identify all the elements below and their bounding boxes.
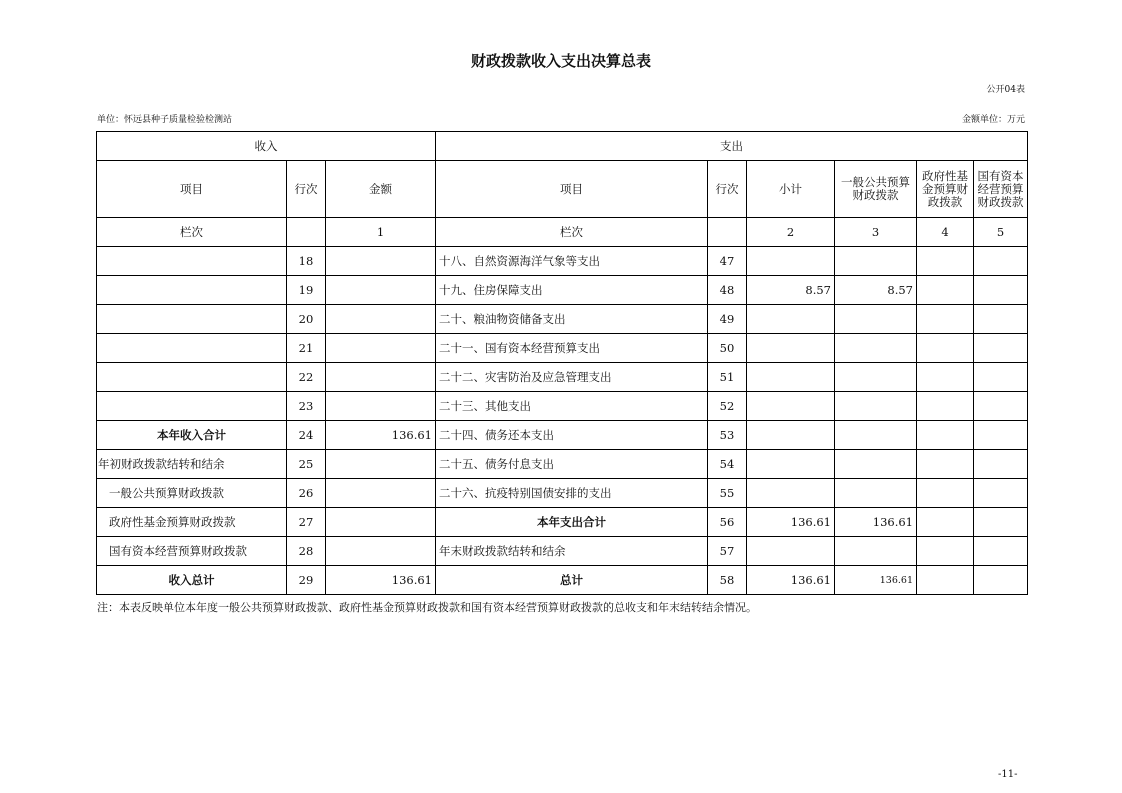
expense-item: 二十六、抗疫特别国债安排的支出 (436, 479, 708, 508)
income-row-no: 28 (287, 537, 326, 566)
table-row (97, 479, 1028, 508)
expense-row-no: 54 (708, 450, 747, 479)
income-item: 收入总计 (97, 566, 287, 595)
expense-item-header: 项目 (436, 161, 708, 218)
income-amount (326, 334, 436, 363)
expense-row-no: 52 (708, 392, 747, 421)
general-budget-value (835, 392, 917, 421)
gov-fund-value (917, 450, 974, 479)
income-amount (326, 537, 436, 566)
income-row-no: 26 (287, 479, 326, 508)
state-capital-value (974, 537, 1028, 566)
general-budget-value (835, 537, 917, 566)
subtotal-value (747, 363, 835, 392)
general-budget-value (835, 334, 917, 363)
gov-fund-value (917, 276, 974, 305)
header-row-sections (97, 132, 1028, 161)
table-row (97, 363, 1028, 392)
state-capital-value (974, 247, 1028, 276)
gov-fund-value (917, 508, 974, 537)
general-budget-value (835, 421, 917, 450)
income-item (97, 392, 287, 421)
expense-row-no: 49 (708, 305, 747, 334)
expense-item: 十九、住房保障支出 (436, 276, 708, 305)
page-title: 财政拨款收入支出决算总表 (470, 52, 651, 70)
income-row-no: 23 (287, 392, 326, 421)
column-index-1: 1 (326, 218, 436, 247)
column-index-3: 3 (835, 218, 917, 247)
expense-row-no: 48 (708, 276, 747, 305)
column-index-5: 5 (974, 218, 1028, 247)
subtotal-value (747, 247, 835, 276)
expense-item: 二十三、其他支出 (436, 392, 708, 421)
header-row-columns (97, 161, 1028, 218)
subtotal-value (747, 305, 835, 334)
expense-row-no: 57 (708, 537, 747, 566)
state-capital-value (974, 421, 1028, 450)
state-capital-value (974, 305, 1028, 334)
general-budget-value: 8.57 (835, 276, 917, 305)
expense-row-no-header: 行次 (708, 161, 747, 218)
general-budget-value (835, 450, 917, 479)
expense-item: 十八、自然资源海洋气象等支出 (436, 247, 708, 276)
subtotal-value (747, 537, 835, 566)
budget-summary-table (96, 131, 1028, 595)
general-budget-value (835, 479, 917, 508)
expense-row-no: 56 (708, 508, 747, 537)
income-row-no: 20 (287, 305, 326, 334)
subtotal-value: 8.57 (747, 276, 835, 305)
income-row-no-header: 行次 (287, 161, 326, 218)
expense-item: 总计 (436, 566, 708, 595)
subtotal-value (747, 421, 835, 450)
state-capital-value (974, 508, 1028, 537)
income-row-no: 22 (287, 363, 326, 392)
expense-row-no: 53 (708, 421, 747, 450)
income-amount (326, 305, 436, 334)
income-item-header: 项目 (97, 161, 287, 218)
income-amount: 136.61 (326, 566, 436, 595)
expense-item: 年末财政拨款结转和结余 (436, 537, 708, 566)
income-amount-header: 金额 (326, 161, 436, 218)
general-budget-value: 136.61 (835, 508, 917, 537)
subtotal-value: 136.61 (747, 566, 835, 595)
state-capital-value (974, 450, 1028, 479)
footnote: 注：本表反映单位本年度一般公共预算财政拨款、政府性基金预算财政拨款和国有资本经营预算财政拨款的总收支和年末结转结余情况。 (97, 601, 757, 614)
income-row-no: 24 (287, 421, 326, 450)
state-capital-value (974, 479, 1028, 508)
income-item (97, 363, 287, 392)
expense-row-no: 50 (708, 334, 747, 363)
column-index-2: 2 (747, 218, 835, 247)
state-capital-value (974, 363, 1028, 392)
income-row-no: 21 (287, 334, 326, 363)
general-budget-value: 136.61 (835, 566, 917, 595)
table-row (97, 247, 1028, 276)
general-budget-header: 一般公共预算财政拨款 (835, 161, 917, 218)
income-row-no: 25 (287, 450, 326, 479)
gov-fund-value (917, 305, 974, 334)
column-index-blank (287, 218, 326, 247)
expense-item: 二十五、债务付息支出 (436, 450, 708, 479)
state-capital-header: 国有资本经营预算财政拨款 (974, 161, 1028, 218)
column-index-blank (708, 218, 747, 247)
income-row-no: 27 (287, 508, 326, 537)
subtotal-header: 小计 (747, 161, 835, 218)
gov-fund-value (917, 566, 974, 595)
gov-fund-value (917, 363, 974, 392)
column-index-row (97, 218, 1028, 247)
income-amount (326, 479, 436, 508)
gov-fund-value (917, 247, 974, 276)
income-amount (326, 276, 436, 305)
subtotal-value (747, 450, 835, 479)
gov-fund-header: 政府性基金预算财政拨款 (917, 161, 974, 218)
subtotal-value (747, 479, 835, 508)
income-row-no: 18 (287, 247, 326, 276)
expense-item: 二十四、债务还本支出 (436, 421, 708, 450)
income-item: 本年收入合计 (97, 421, 287, 450)
income-item (97, 276, 287, 305)
income-amount (326, 392, 436, 421)
gov-fund-value (917, 334, 974, 363)
table-row (97, 450, 1028, 479)
form-number: 公开04表 (986, 85, 1025, 95)
expense-row-no: 47 (708, 247, 747, 276)
currency-label: 金额单位：万元 (961, 115, 1025, 125)
general-budget-value (835, 305, 917, 334)
income-item (97, 247, 287, 276)
state-capital-value (974, 334, 1028, 363)
subtotal-value (747, 392, 835, 421)
gov-fund-value (917, 421, 974, 450)
general-budget-value (835, 247, 917, 276)
income-row-no: 29 (287, 566, 326, 595)
subtotal-value: 136.61 (747, 508, 835, 537)
income-section-header: 收入 (97, 132, 436, 161)
table-row (97, 508, 1028, 537)
page-number: -11- (998, 769, 1018, 780)
income-item (97, 334, 287, 363)
income-row-no: 19 (287, 276, 326, 305)
table-row (97, 392, 1028, 421)
income-amount (326, 247, 436, 276)
table-row (97, 276, 1028, 305)
state-capital-value (974, 276, 1028, 305)
income-amount: 136.61 (326, 421, 436, 450)
gov-fund-value (917, 537, 974, 566)
unit-label: 单位：怀远县种子质量检验检测站 (97, 115, 233, 125)
income-amount (326, 450, 436, 479)
expense-item: 二十二、灾害防治及应急管理支出 (436, 363, 708, 392)
income-item: 一般公共预算财政拨款 (97, 479, 287, 508)
expense-item: 二十一、国有资本经营预算支出 (436, 334, 708, 363)
expense-section-header: 支出 (436, 132, 1028, 161)
income-amount (326, 363, 436, 392)
state-capital-value (974, 392, 1028, 421)
expense-row-no: 58 (708, 566, 747, 595)
table-row (97, 537, 1028, 566)
general-budget-value (835, 363, 917, 392)
table-row (97, 566, 1028, 595)
subtotal-value (747, 334, 835, 363)
expense-row-no: 55 (708, 479, 747, 508)
column-index-label: 栏次 (97, 218, 287, 247)
income-amount (326, 508, 436, 537)
table-row (97, 421, 1028, 450)
column-index-label: 栏次 (436, 218, 708, 247)
expense-item: 本年支出合计 (436, 508, 708, 537)
expense-row-no: 51 (708, 363, 747, 392)
income-item: 年初财政拨款结转和结余 (97, 450, 287, 479)
column-index-4: 4 (917, 218, 974, 247)
gov-fund-value (917, 479, 974, 508)
income-item: 国有资本经营预算财政拨款 (97, 537, 287, 566)
gov-fund-value (917, 392, 974, 421)
income-item: 政府性基金预算财政拨款 (97, 508, 287, 537)
income-item (97, 305, 287, 334)
table-row (97, 305, 1028, 334)
table-row (97, 334, 1028, 363)
state-capital-value (974, 566, 1028, 595)
expense-item: 二十、粮油物资储备支出 (436, 305, 708, 334)
